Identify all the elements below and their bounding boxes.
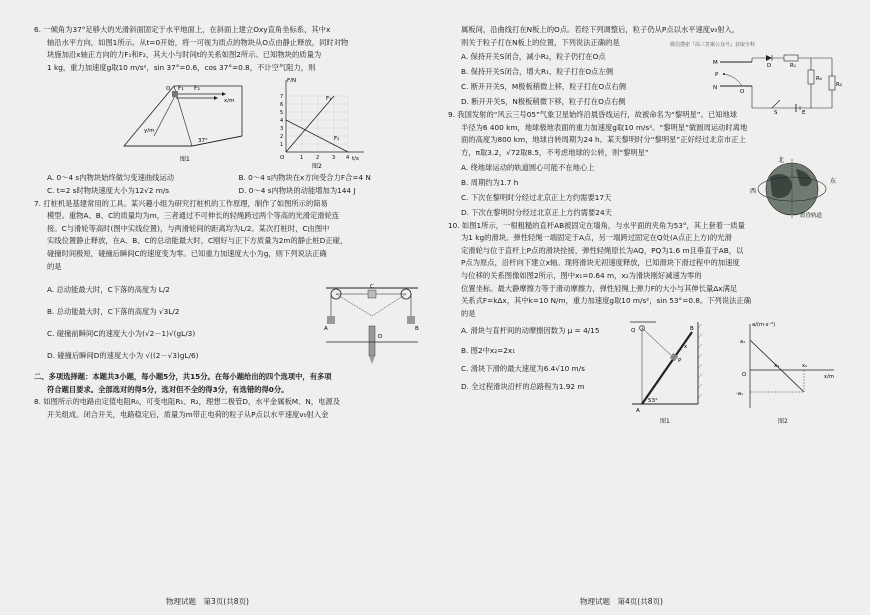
xtick: 4 xyxy=(346,155,350,162)
xtick: 3 xyxy=(332,155,336,162)
q6-incline-figure xyxy=(114,76,254,168)
q8-e-label: E xyxy=(802,110,806,116)
section-multiple-choice: 符合题目要求。全部选对的得5分，选对但不全的得3分，有选错的得0分。 xyxy=(47,384,289,394)
q10-graph-x2: x₂ xyxy=(802,362,808,369)
q10-stem-line: 为1 kg的滑块。弹性轻绳一端固定于A点，另一端跨过固定在Q处(A点正上方)的光滑 xyxy=(461,233,732,243)
q7-pile-driver-figure xyxy=(322,282,422,370)
q10-stem-line: 与位移的关系图像如图2所示，图中x₁=0.64 m，x₂为滑块刚好减速为零的 xyxy=(461,270,702,280)
q10-option-d[interactable]: D. 全过程滑块沿杆的总路程为1.92 m xyxy=(461,382,585,392)
q7-stem-line: 碰撞时间极短，碰撞后瞬间C的速度变为零。已知重力加速度大小为g，则下列说法正确 xyxy=(47,248,327,258)
q9-stem-line: 方，π取3.2，√72取8.5，不考虑地球的公转，则“黎明星” xyxy=(461,147,649,157)
q6-stem-line: 6. 一倾角为37°足够大的光滑斜面固定于水平地面上，在斜面上建立Oxy直角坐标系，其中x xyxy=(34,25,331,34)
q6-angle-label: 37° xyxy=(198,138,208,145)
q7-c-label: C xyxy=(370,283,374,290)
page-footer-right: 物理试题 第4页(共8页) xyxy=(580,597,663,606)
q10-fig2-caption: 图2 xyxy=(778,417,788,425)
q6-y-label: y/m xyxy=(144,128,155,135)
q10-graph-origin: O xyxy=(742,371,747,378)
q8-r0-label: R₀ xyxy=(816,76,823,82)
q6-option-b[interactable]: B. 0～4 s内物块在x方向受合力F合=4 N xyxy=(238,173,371,183)
q6-force-graph xyxy=(272,74,372,170)
ytick: 4 xyxy=(280,118,284,125)
q6-stem-line: 轴沿水平方向，如图1所示。从t=0开始，将一可视为质点的物块从O点由静止释放，同时对物 xyxy=(47,37,349,47)
left-column xyxy=(34,24,430,422)
q8-option-c[interactable]: C. 断开开关S，M极板稍微上移，粒子打在O点右侧 xyxy=(461,82,627,92)
q10-b-label: B xyxy=(690,325,694,332)
q6-graph-xaxis: t/s xyxy=(352,156,359,163)
q8-option-d[interactable]: D. 断开开关S，N极板稍微下移，粒子打在O点右侧 xyxy=(461,97,626,107)
q6-graph-f2: F₂ xyxy=(334,136,340,143)
q10-x-label: x xyxy=(684,343,688,350)
q10-stem-line: 10. 如图1所示，一根粗糙的直杆AB被固定在墙角，与水平面的夹角为53°，其上套着一质量 xyxy=(448,220,745,230)
q6-stem-line: 块施加沿x轴正方向的力F₁和F₂，其大小与时间t的关系如图2所示。已知物块的质量为 xyxy=(47,50,322,60)
q7-b-label: B xyxy=(415,325,419,332)
right-column xyxy=(448,24,846,425)
page-footer-left: 物理试题 第3页(共8页) xyxy=(166,597,249,606)
q6-f1-label: F₁ xyxy=(178,85,184,93)
q8-d-label: D xyxy=(767,63,772,69)
ytick: 5 xyxy=(280,110,284,117)
q8-m-label: M xyxy=(713,60,718,66)
q9-option-c[interactable]: C. 下次在黎明时分经过北京正上方约需要17天 xyxy=(461,192,612,202)
q9-north-label: 北 xyxy=(778,157,785,165)
q10-stem-line: 关系式F=kΔx，其中k=10 N/m，重力加速度g取10 m/s²，sin 53°=0.8。下列说法正确 xyxy=(461,296,752,306)
q8-stem-line: 8. 如图所示的电路由定值电阻R₀，可变电阻R₁、R₂，理想二极管D，水平金属板M、N，电源及 xyxy=(34,397,341,407)
q7-stem-line: 的是 xyxy=(47,261,62,271)
ytick: 2 xyxy=(280,134,284,141)
q9-east-label: 东 xyxy=(830,178,837,186)
ytick: 3 xyxy=(280,126,284,133)
question-6 xyxy=(34,24,430,198)
q10-fig1-caption: 图1 xyxy=(660,417,670,425)
q8-r1-label: R₁ xyxy=(790,63,797,69)
ytick: 1 xyxy=(280,142,284,149)
q10-a-label: A xyxy=(636,407,640,414)
watermark-note: 微信搜索『高三答案公众号』获取全科 xyxy=(670,42,756,48)
q10-graph-a1: a₁ xyxy=(740,338,746,345)
q7-option-c[interactable]: C. 碰撞前瞬间C的速度大小为(√2－1)√(gL/3) xyxy=(47,329,196,339)
question-10 xyxy=(448,220,846,425)
q10-angle-label: 53° xyxy=(648,397,658,404)
q7-a-label: A xyxy=(324,325,328,332)
q6-x-label: x/m xyxy=(224,98,235,105)
q6-graph-f1: F₁ xyxy=(326,96,332,103)
q6-option-c[interactable]: C. t=2 s时物块速度大小为12√2 m/s xyxy=(47,185,170,195)
question-9 xyxy=(448,109,846,219)
q10-p-label: P xyxy=(678,357,682,364)
q8-p-label: P xyxy=(715,72,719,78)
q9-track-label: 晨昏轨道 xyxy=(800,213,823,220)
xtick: 2 xyxy=(316,155,320,162)
q6-f2-label: F₂ xyxy=(194,85,200,93)
q9-option-a[interactable]: A. 绕地球运动的轨道圆心可能不在地心上 xyxy=(461,162,595,172)
q10-stem-line: 定滑轮与位于直杆上P点的滑块拴接，弹性轻绳原长为AQ，PQ为1.6 m且垂直于AB，以 xyxy=(461,245,744,255)
q8-circuit-figure xyxy=(712,52,842,116)
q10-option-b[interactable]: B. 图2中x₂=2x₁ xyxy=(461,346,516,356)
q10-stem-line: 的是 xyxy=(461,308,476,318)
q10-graph-x1: x₁ xyxy=(774,362,780,369)
q7-stem-line: 接。C与滑轮等高时(图中实线位置)，与两滑轮间的距离均为L/2。某次打桩时，C由图中 xyxy=(47,223,330,233)
q7-option-a[interactable]: A. 总动能最大时，C下落的高度为 L/2 xyxy=(47,285,170,295)
q8-stem-line: 则关于粒子打在N板上的位置，下列说法正确的是 xyxy=(461,37,620,47)
q8-stem-line: 属板间，沿曲线打在N板上的O点。若经下列调整后，粒子仍从P点以水平速度v₀射入， xyxy=(461,25,740,34)
q9-west-label: 西 xyxy=(750,188,757,196)
question-7 xyxy=(34,198,430,368)
section-multiple-choice: 二、多项选择题：本题共3小题，每小题5分，共15分。在每小题给出的四个选项中，有多项 xyxy=(34,372,332,382)
q7-option-d[interactable]: D. 碰撞后瞬间D的速度大小为 √((2－√3)gL/6) xyxy=(47,351,199,361)
q8-option-a[interactable]: A. 保持开关S闭合，减小R₂，粒子仍打在O点 xyxy=(461,52,606,62)
q6-fig1-caption: 图1 xyxy=(180,156,190,164)
q9-stem-line: 9. 我国发射的“风云三号05”气象卫星始终沿晨昏线运行，故被命名为“黎明星”。已知地球 xyxy=(448,110,738,120)
q10-option-a[interactable]: A. 滑块与直杆间的动摩擦因数为 μ = 4/15 xyxy=(461,326,600,336)
q10-accel-graph xyxy=(734,318,842,414)
q7-stem-line: 模型。重物A、B、C的质量均为m，三者通过不可伸长的轻绳跨过两个等高的光滑定滑轮连 xyxy=(47,211,340,221)
q9-earth-figure xyxy=(748,155,840,221)
q6-graph-yaxis: F/N xyxy=(287,78,297,85)
q6-fig2-caption: 图2 xyxy=(312,163,322,171)
q10-rod-figure xyxy=(628,318,714,414)
q10-stem-line: 位置坐标。最大静摩擦力等于滑动摩擦力，弹性轻绳上弹力F的大小与其伸长量Δx满足 xyxy=(461,283,738,293)
q8-o-label: O xyxy=(740,89,745,95)
q6-figures xyxy=(34,74,430,172)
q10-stem-line: P点为原点，沿杆向下建立x轴。现将滑块无初速度释放，已知滑块下滑过程中的加速度 xyxy=(461,258,740,268)
q6-stem-line: 1 kg，重力加速度g取10 m/s²，sin 37°=0.6，cos 37°=0.8，不计空气阻力，则 xyxy=(47,62,316,72)
q10-graph-xaxis: x/m xyxy=(824,373,834,380)
q9-option-d[interactable]: D. 下次在黎明时分经过北京正上方约需要24天 xyxy=(461,207,612,217)
q6-graph-origin: O xyxy=(280,155,285,162)
q8-n-label: N xyxy=(713,85,718,91)
q7-d-label: D xyxy=(378,333,383,340)
q8-option-b[interactable]: B. 保持开关S闭合，增大R₁，粒子打在O点左侧 xyxy=(461,67,614,77)
q10-q-label: Q xyxy=(631,327,636,334)
ytick: 7 xyxy=(280,94,284,101)
q10-graph-yaxis: a/(m·s⁻²) xyxy=(752,321,776,328)
ytick: 6 xyxy=(280,102,284,109)
q6-option-a[interactable]: A. 0～4 s内物块始终做匀变速曲线运动 xyxy=(47,173,175,183)
q8-s-label: S xyxy=(774,110,778,116)
q9-stem-line: 半径为6 400 km，地球极地表面的重力加速度g取10 m/s²。“黎明星”做圆周运动时离地 xyxy=(461,122,748,132)
xtick: 1 xyxy=(300,155,304,162)
q6-origin-label: O xyxy=(166,86,171,93)
q9-option-b[interactable]: B. 周期约为1.7 h xyxy=(461,177,519,187)
q6-option-d[interactable]: D. 0～4 s内物块的动能增加为144 J xyxy=(238,185,356,195)
q7-stem-line: 7. 打桩机是基建常用的工具。某兴趣小组为研究打桩机的工作原理，制作了如图所示的简易 xyxy=(34,198,328,208)
q8-r2-label: R₂ xyxy=(836,82,842,88)
q10-graph-a2: -a₁ xyxy=(736,390,744,397)
q9-stem-line: 面的高度为800 km，地球自转周期为24 h。某天黎明时分“黎明星”正好经过北京市正上 xyxy=(461,135,746,145)
q8-stem-line: 开关组成。闭合开关，电路稳定后，质量为m带正电荷的粒子从P点以水平速度v₀射入金 xyxy=(47,409,329,419)
q7-stem-line: 实线位置静止释放，在A、B、C的总动能最大时，C刚好与正下方质量为2m的静止桩D正碰， xyxy=(47,236,348,246)
q7-option-b[interactable]: B. 总动能最大时，C下落的高度为 √3L/2 xyxy=(47,307,180,317)
q10-option-c[interactable]: C. 滑块下滑的最大速度为6.4√10 m/s xyxy=(461,364,585,374)
